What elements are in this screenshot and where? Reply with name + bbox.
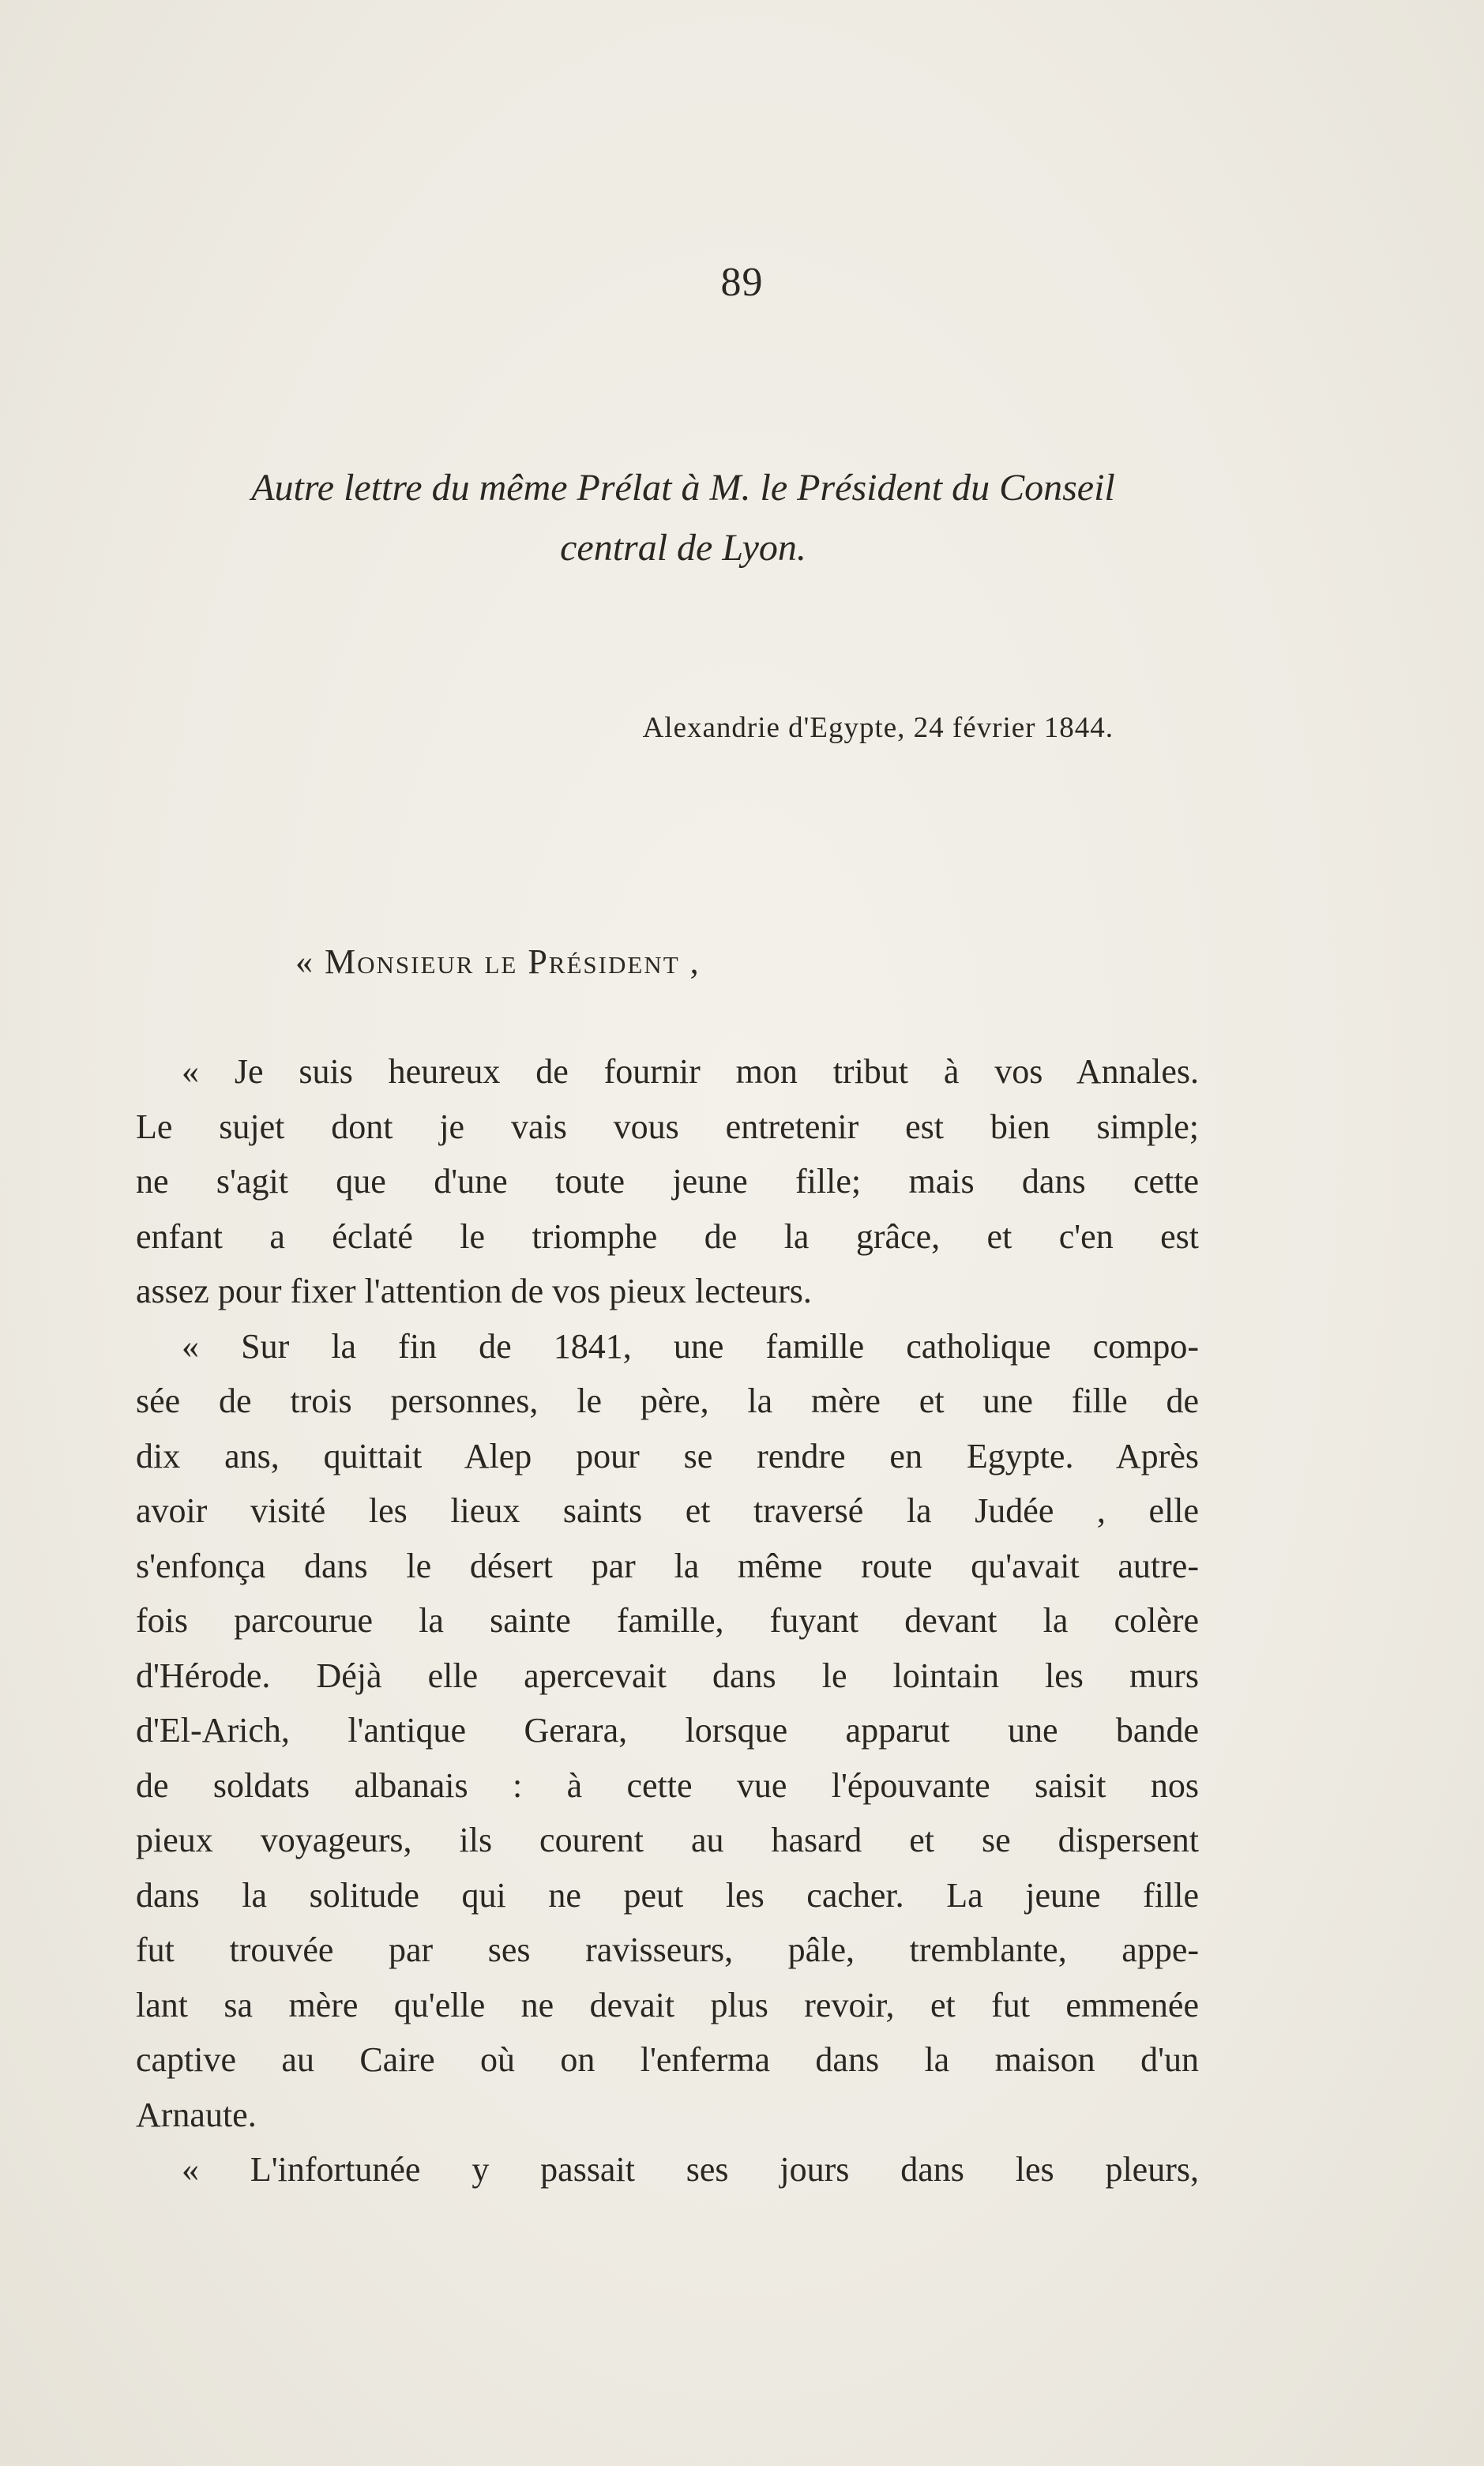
text-line: assez pour fixer l'attention de vos pieux lecteurs. [136, 1272, 812, 1310]
text-line: ne s'agit que d'une toute jeune fille; mais dans cette [136, 1162, 1199, 1201]
text-line: « Je suis heureux de fournir mon tribut à vos Annales. [182, 1052, 1199, 1091]
text-line: dans la solitude qui ne peut les cacher. La jeune fille [136, 1875, 1199, 1915]
text-line: de soldats albanais : à cette vue l'épouvante saisit nos [136, 1765, 1199, 1805]
heading-line: Autre lettre du même Prélat à M. le Président du Conseil [251, 467, 1115, 509]
salutation: « Monsieur le Président , [295, 942, 701, 981]
text-line: fut trouvée par ses ravisseurs, pâle, tremblante, appe- [136, 1930, 1199, 1969]
text-line: Le sujet dont je vais vous entretenir est bien simple; [136, 1107, 1199, 1146]
text-line: dix ans, quittait Alep pour se rendre en Egypte. Après [136, 1436, 1199, 1475]
text-line: Arnaute. [136, 2095, 257, 2134]
page-number: 89 [720, 260, 764, 305]
dateline: Alexandrie d'Egypte, 24 février 1844. [642, 712, 1114, 744]
text-line: sée de trois personnes, le père, la mère et une fille de [136, 1381, 1199, 1420]
text-line: s'enfonça dans le désert par la même route qu'avait autre- [136, 1546, 1199, 1585]
text-line: « Sur la fin de 1841, une famille catholique compo- [182, 1326, 1199, 1366]
body-text [136, 1044, 1199, 2197]
text-line: avoir visité les lieux saints et traversé la Judée , elle [136, 1491, 1199, 1530]
letter-heading [150, 458, 1216, 578]
text-line: pieux voyageurs, ils courent au hasard et se dispersent [136, 1821, 1199, 1859]
heading-line: central de Lyon. [560, 527, 806, 569]
text-line: d'Hérode. Déjà elle apercevait dans le lointain les murs [136, 1656, 1199, 1695]
text-line: enfant a éclaté le triomphe de la grâce, et c'en est [136, 1216, 1199, 1256]
text-line: fois parcourue la sainte famille, fuyant devant la colère [136, 1601, 1199, 1640]
text-line: lant sa mère qu'elle ne devait plus revoir, et fut emmenée [136, 1985, 1199, 2024]
text-line: captive au Caire où on l'enferma dans la maison d'un [136, 2040, 1199, 2079]
text-line: d'El-Arich, l'antique Gerara, lorsque apparut une bande [136, 1711, 1199, 1750]
text-line: « L'infortunée y passait ses jours dans les pleurs, [182, 2150, 1199, 2189]
